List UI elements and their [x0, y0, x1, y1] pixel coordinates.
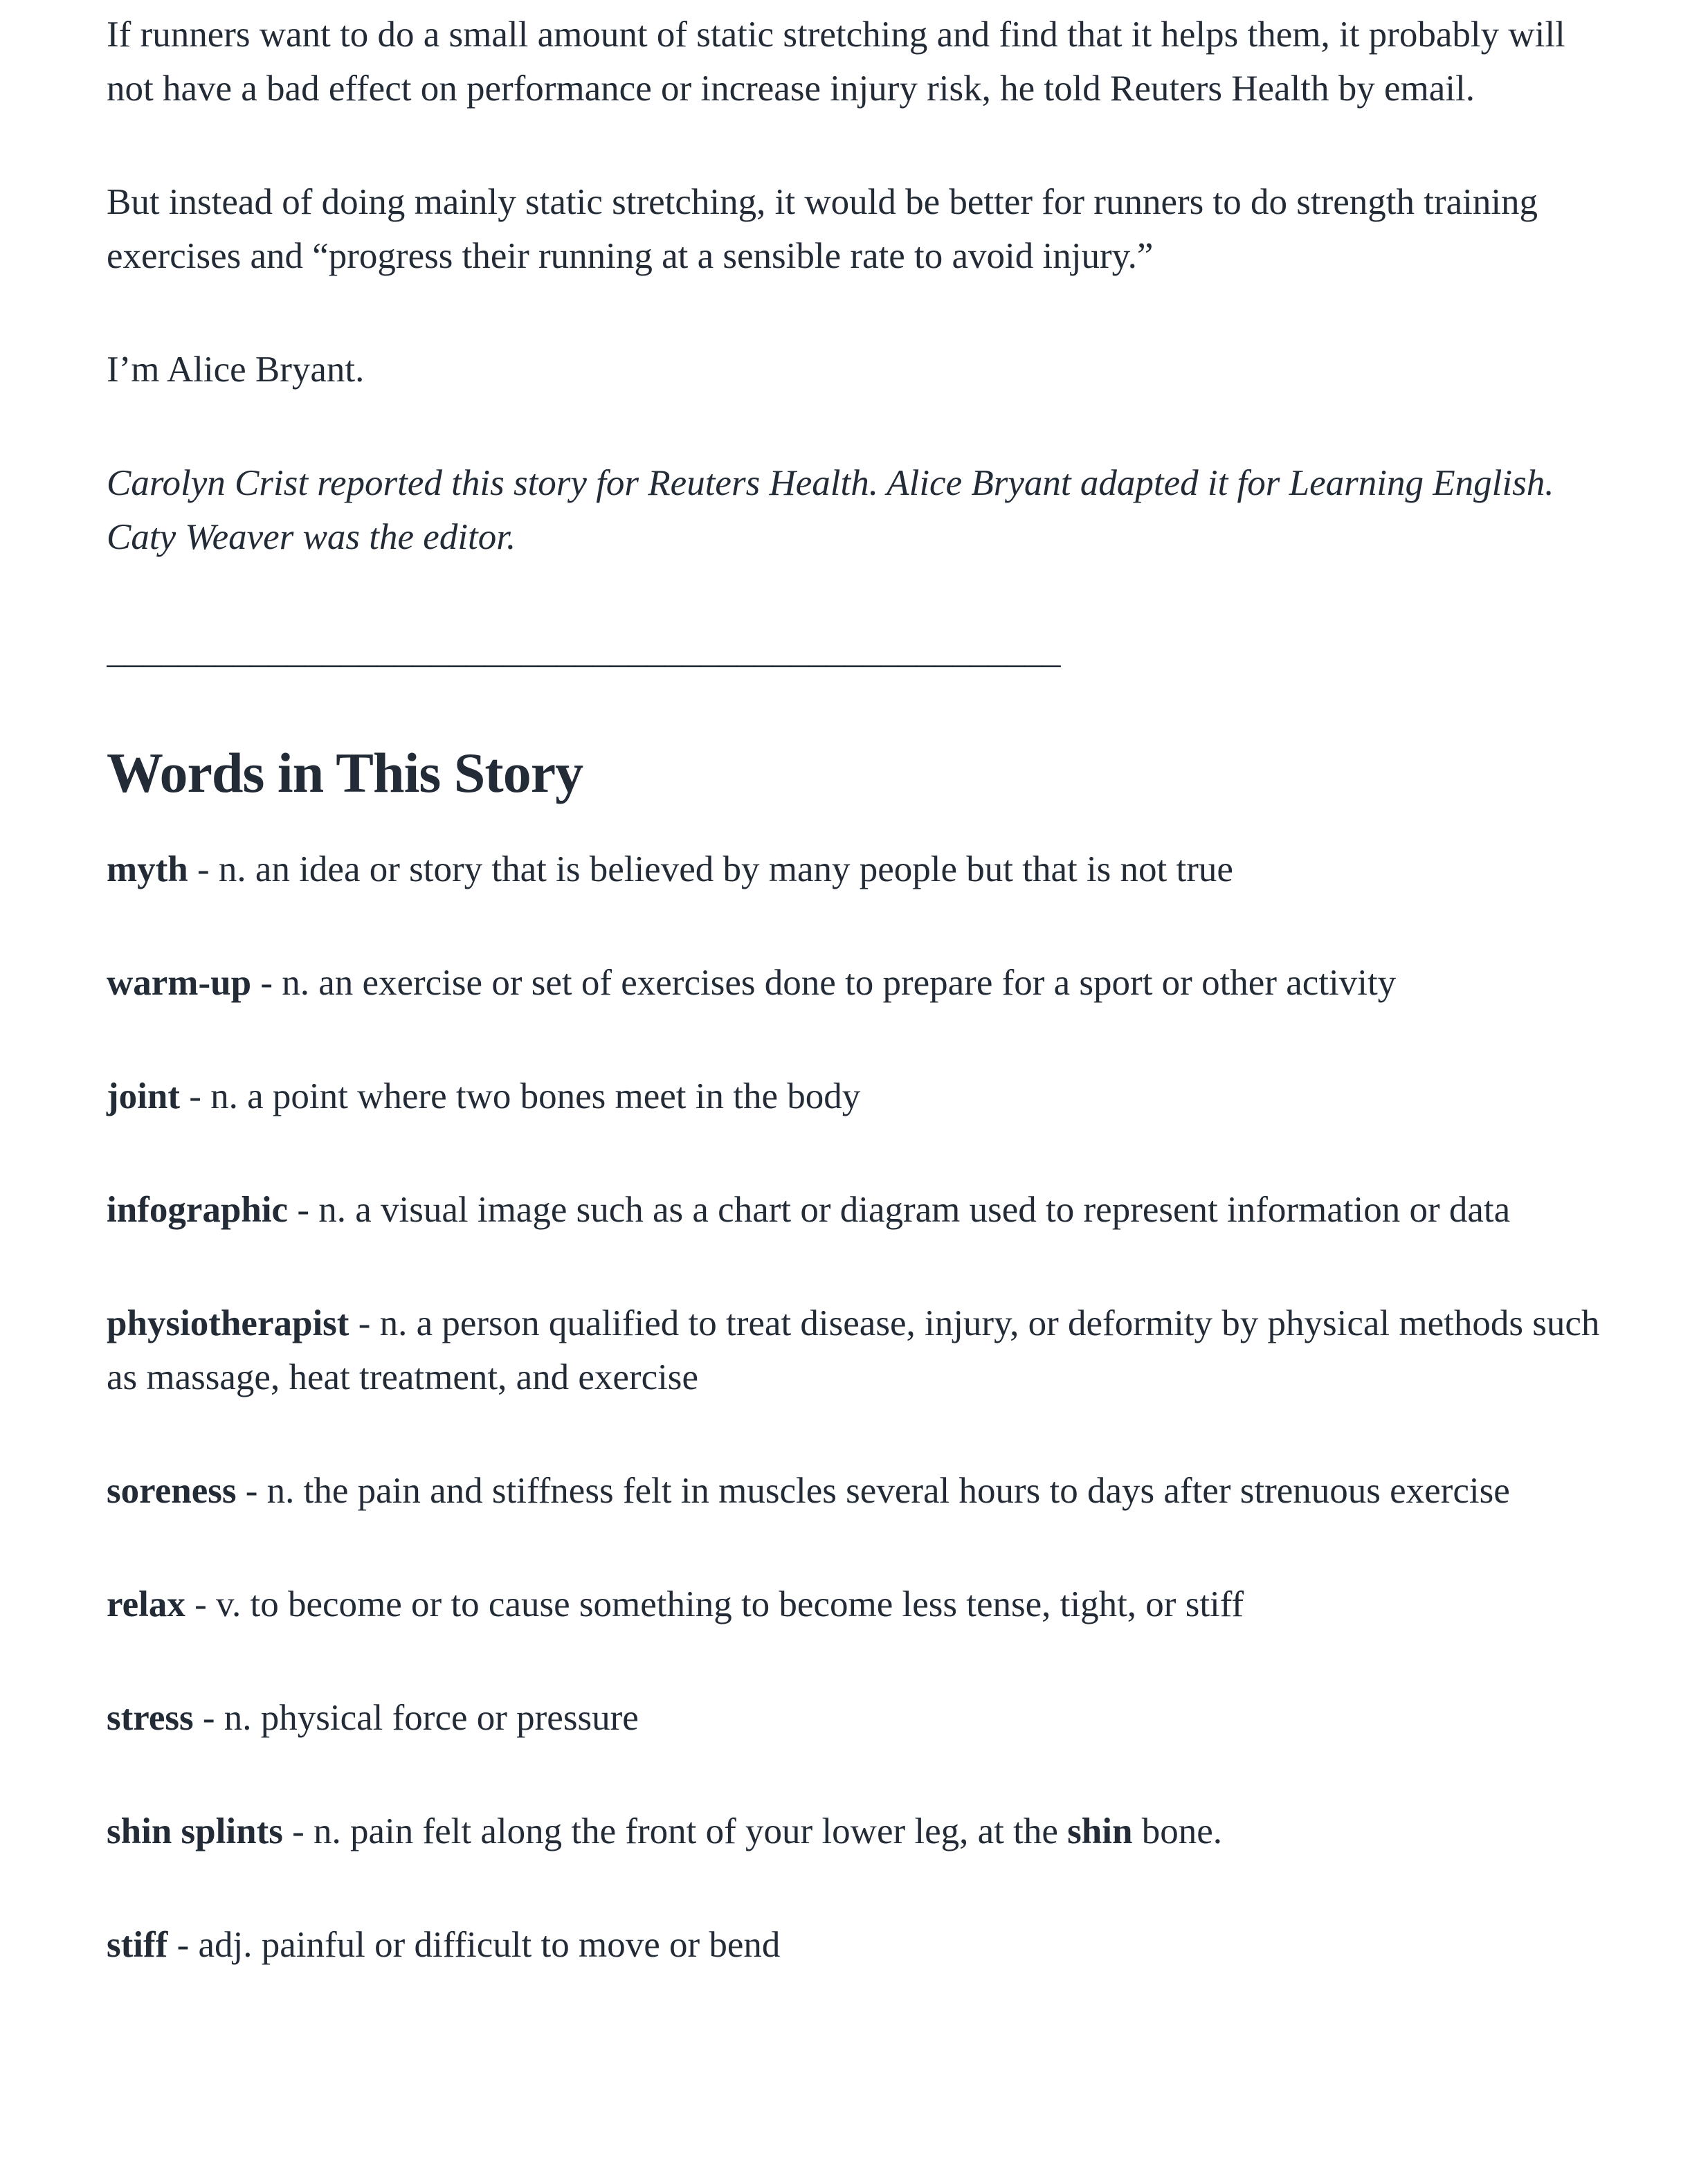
word-term: myth: [107, 849, 188, 889]
word-entry-joint: [107, 1069, 1615, 1123]
word-term: physiotherapist: [107, 1303, 349, 1343]
word-term: soreness: [107, 1471, 237, 1511]
word-definition: - v. to become or to cause something to become less tense, tight, or stiff: [185, 1584, 1244, 1624]
word-definition: - n. a person qualified to treat disease, injury, or deformity by physical methods such as massage, heat treatment, and exercise: [107, 1303, 1600, 1397]
word-definition: - n. a visual image such as a chart or diagram used to represent information or data: [288, 1190, 1511, 1230]
word-entry-shin-splints: [107, 1804, 1615, 1858]
word-definition: - n. physical force or pressure: [193, 1698, 639, 1738]
word-term: stiff: [107, 1925, 168, 1965]
word-definition: - n. the pain and stiffness felt in muscles several hours to days after strenuous exercise: [236, 1471, 1510, 1511]
word-entry-infographic: [107, 1183, 1615, 1237]
word-definition-end: bone.: [1132, 1811, 1222, 1851]
article-page: [0, 8, 1615, 1972]
word-definition: - n. a point where two bones meet in the body: [180, 1076, 861, 1116]
word-entry-relax: [107, 1577, 1615, 1631]
word-emphasis: shin: [1067, 1811, 1133, 1851]
article-paragraph: I’m Alice Bryant.: [107, 350, 365, 390]
word-entry-stress: [107, 1691, 1615, 1745]
word-entry-soreness: [107, 1464, 1615, 1518]
word-term: relax: [107, 1584, 185, 1624]
word-entry-myth: [107, 842, 1615, 896]
word-term: shin splints: [107, 1811, 283, 1851]
word-definition: - n. pain felt along the front of your lower leg, at the: [282, 1811, 1068, 1851]
credits-paragraph: [107, 456, 1615, 564]
word-term: stress: [107, 1698, 194, 1738]
word-term: infographic: [107, 1190, 289, 1230]
words-heading: Words in This Story: [107, 741, 583, 804]
word-definition: - n. an exercise or set of exercises done to prepare for a sport or other activity: [251, 963, 1397, 1003]
article-paragraph: But instead of doing mainly static stretching, it would be better for runners to do strength training exercises and “progress their running at a sensible rate to avoid injury.”: [107, 182, 1538, 276]
word-definition: - n. an idea or story that is believed by many people but that is not true: [188, 849, 1233, 889]
word-entry-physiotherapist: [107, 1296, 1615, 1404]
word-entry-warm-up: [107, 956, 1615, 1010]
article-paragraph: If runners want to do a small amount of static stretching and find that it helps them, it probably will not have a bad effect on performance or increase injury risk, he told Reuters Health by email.: [107, 15, 1565, 109]
credits-text: Carolyn Crist reported this story for Reuters Health. Alice Bryant adapted it for Learning English. Caty Weaver was the editor.: [107, 463, 1554, 557]
word-term: joint: [107, 1076, 180, 1116]
divider: _____________________________________________________: [107, 631, 1060, 671]
word-entry-stiff: [107, 1918, 1615, 1972]
word-term: warm-up: [107, 963, 252, 1003]
word-definition: - adj. painful or difficult to move or bend: [167, 1925, 781, 1965]
